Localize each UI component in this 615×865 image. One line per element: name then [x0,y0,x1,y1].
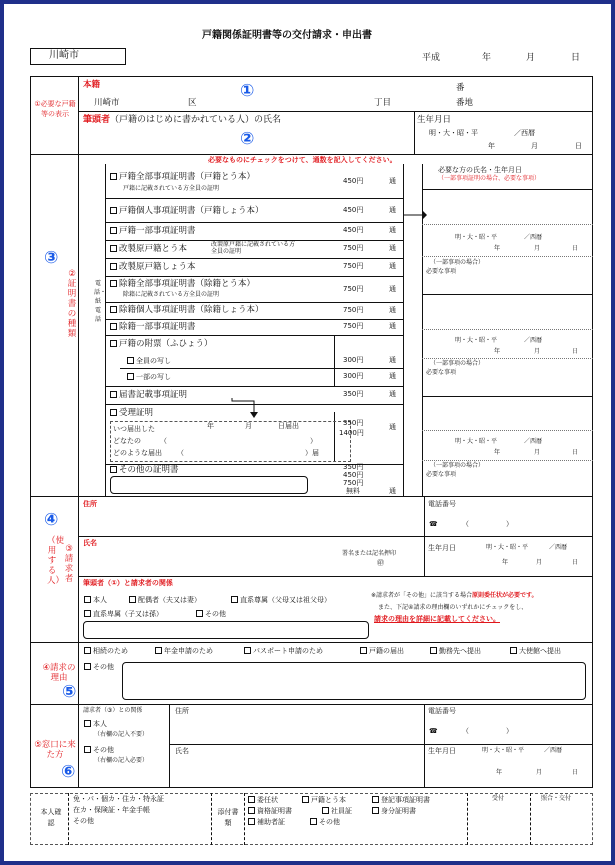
checkbox-icon[interactable] [231,596,238,603]
req-birth-eras: 明・大・昭・平 [486,544,529,551]
attach-label: 補助者証 [257,818,285,826]
checkbox-icon[interactable] [360,647,367,654]
req-divider-relation [78,576,593,577]
win-col-divider [169,704,170,788]
reason-item[interactable] [244,647,323,655]
footer-uketsuke: 受付 [492,795,505,802]
date-day: 日 [571,53,581,63]
juri-donoyou: どのような届出 [113,449,162,457]
checkbox-icon[interactable] [110,227,117,234]
honseki-ku: 区 [188,98,197,108]
honseki-label: 本籍 [83,80,101,90]
todoke-price: 350円 [343,390,364,398]
attach-item[interactable] [302,796,346,804]
person-line [422,396,593,397]
cert-tsu: 通 [389,226,396,234]
checkbox-icon[interactable] [510,647,517,654]
hittousha-seireki: ／西暦 [514,129,535,137]
checkbox-icon[interactable] [84,610,91,617]
attach-label: 委任状 [257,796,278,804]
win-name-label: 氏名 [175,747,189,755]
todoke-label: 届書記載事項証明 [119,390,188,400]
checkbox-icon[interactable] [310,818,317,825]
rel-spouse-label: 配偶者（夫又は妻） [138,596,201,604]
cert-price: 750円 [343,244,364,252]
footer-id-line3: その他 [73,817,94,825]
section4-sub-vertical: （使用する人） [47,536,65,586]
req-paren-open: （ [462,520,469,528]
cert-row[interactable] [105,302,403,320]
rel-self-label: 本人 [93,596,107,604]
section6-circle-number: ⑥ [61,762,76,782]
reason-other-option[interactable] [84,663,114,671]
win-nen: 年 [496,769,503,776]
win-phone-label: 電話番号 [428,707,456,715]
fuhyo-all [127,357,171,365]
person-tsuki: 月 [534,449,541,456]
win-other-label: その他 [93,746,114,754]
section2-vertical-label: ②証明書の種類 [67,269,77,339]
attach-item[interactable] [322,807,352,815]
reason-item[interactable] [155,647,213,655]
req-phone-label: 電話番号 [428,500,456,508]
rel-desc-option[interactable] [84,610,163,618]
cert-item-2 [110,207,264,216]
person-needed: 必要な事項 [426,369,457,376]
section4-circle-number: ④ [44,510,59,530]
right-head: 必要な方の氏名・生年月日 [438,166,522,174]
reason-item[interactable] [84,647,128,655]
win-birth-divider [424,744,425,788]
checkbox-icon[interactable] [248,796,255,803]
fuhyo-all-label: 全員の写し [136,357,171,365]
req-relation-label: 筆頭者（①）と請求者の関係 [83,579,173,587]
reason-other-input[interactable] [122,662,586,700]
checkbox-icon[interactable] [129,596,136,603]
req-phone-divider [424,496,425,536]
juri-todoke-end: ）届 [305,449,319,457]
cert-tsu: 通 [389,206,396,214]
req-seal-label: 署名または記名押印 [342,550,397,557]
person-birth-eras: 明・大・昭・平 [455,337,498,344]
cert-tsu: 通 [389,322,396,330]
rel-asc-option[interactable] [231,596,331,604]
right-head-sub: （一部事項証明の場合、必要な事項） [438,175,541,182]
divider-s1 [30,154,593,155]
juri-price-2: 1400円 [339,429,364,437]
req-name-label: 氏名 [83,539,97,547]
checkbox-icon[interactable] [110,173,117,180]
person-part-case: （一部事項の場合） [430,462,485,469]
person-nen: 年 [494,245,501,252]
other-cert-input[interactable] [110,476,308,494]
checkbox-icon[interactable] [110,263,117,270]
date-era: 平成 [422,53,441,63]
win-divider-name [169,744,593,745]
person-birth-eras: 明・大・昭・平 [455,438,498,445]
hittousha-label: 筆頭者 [83,115,111,125]
cert-price: 750円 [343,262,364,270]
cert-sub: 改製原戸籍に記載されている方全員の証明 [211,241,296,255]
fuhyo-divider [120,368,403,369]
cert-item-3 [110,227,196,236]
cert-label: 戸籍個人事項証明書（戸籍しょう本） [119,206,264,216]
fuhyo-part-label: 一部の写し [136,373,171,381]
checkbox-icon[interactable] [110,409,117,416]
req-birth-divider [424,536,425,576]
section6-label: ⑤窓口に来た方 [34,740,76,760]
attach-label: 資格証明書 [257,807,292,815]
attach-label: その他 [319,818,340,826]
attach-item[interactable] [248,818,285,826]
person-tsuki: 月 [534,348,541,355]
cert-price: 450円 [343,226,364,234]
rel-asc-label: 直系尊属（父母又は祖父母） [240,596,331,604]
cert-price: 450円 [343,177,364,185]
cert-item-1 [110,173,255,182]
checkbox-icon[interactable] [110,280,117,287]
req-seireki: ／西暦 [549,544,568,551]
cert-row[interactable] [105,222,403,241]
win-other-sub: （右欄の記入必要） [94,757,149,764]
cert-tsu: 通 [389,262,396,270]
attach-item[interactable] [248,807,292,815]
cert-item-5 [110,263,196,272]
cert-label: 戸籍全部事項証明書（戸籍とう本） [119,172,256,182]
left-column-divider [78,76,79,788]
section4-req-vertical: ③請求者 [64,544,74,584]
attach-label: 社員証 [331,807,352,815]
cert-row[interactable] [105,319,403,336]
checkbox-icon[interactable] [84,720,91,727]
juri-label: 受理証明 [119,408,154,418]
divider-s4 [30,704,593,705]
checkbox-icon[interactable] [127,373,134,380]
honseki-circle-number: ① [240,81,255,101]
req-note1-red: 原則委任状が必要です。 [472,592,538,599]
checkbox-icon[interactable] [110,340,117,347]
rel-desc-label: 直系卑属（子又は孫） [93,610,163,618]
person-nichi: 日 [572,348,579,355]
person-seireki: ／西暦 [524,234,543,241]
req-divider-name [78,536,593,537]
checkbox-icon[interactable] [84,746,91,753]
cert-row[interactable] [105,240,403,259]
side-note-vertical: 電話・紙電話 [94,280,107,323]
checkbox-icon[interactable] [244,647,251,654]
req-seal-icon: ㊞ [377,559,384,567]
cert-price: 750円 [343,306,364,314]
cert-price: 750円 [343,322,364,330]
footer-identity: 本人確認 [40,808,62,827]
reason-label: 勤務先へ提出 [439,647,481,655]
reason-item[interactable] [430,647,481,655]
req-note-line1 [371,593,538,599]
win-self-sub: （右欄の記入不要） [94,731,149,738]
req-note1: ※請求者が「その他」に該当する場合 [371,592,473,599]
fuhyo-item [110,340,213,349]
cert-tsu: 通 [389,177,396,185]
person-line [422,294,593,295]
checkbox-icon[interactable] [372,796,379,803]
person-line [422,430,593,431]
cert-item-8 [110,323,196,332]
person-seireki: ／西暦 [524,438,543,445]
cert-tsu: 通 [389,487,396,495]
checkbox-icon[interactable] [302,796,309,803]
other-cert-row[interactable] [105,464,403,496]
other-price-4: 無料 [346,487,360,495]
req-note2: また、下記④請求の理由欄のいずれかにチェックをし、 [378,604,528,611]
attach-label: 身分証明書 [381,807,416,815]
cert-row[interactable] [105,164,403,199]
cert-sub: 除籍に記載されている方全員の証明 [123,291,220,298]
reason-other-label: その他 [93,663,114,671]
person-line [422,189,593,190]
todoke-item [110,391,187,400]
person-line [422,224,593,225]
attach-label: 登記事項証明書 [381,796,430,804]
fuhyo-part [127,373,171,381]
checkbox-icon[interactable] [430,647,437,654]
juri-tsuki: 月 [245,422,252,430]
attach-item[interactable] [248,796,278,804]
rel-other-option[interactable] [196,610,226,618]
person-nichi: 日 [572,245,579,252]
reason-label: パスポート申請のため [253,647,323,655]
section3-circle-number: ③ [44,248,59,268]
cert-label: 除籍全部事項証明書（除籍とう本） [119,279,256,289]
win-paren-close: ） [506,727,513,735]
person-line [422,460,593,461]
rel-other-label: その他 [205,610,226,618]
juri-nen: 年 [207,422,214,430]
person-part-case: （一部事項の場合） [430,360,485,367]
juri-paren-open2: （ [177,449,184,457]
checkbox-icon[interactable] [372,807,379,814]
other-price-1: 350円 [343,463,364,471]
req-tsuki: 月 [536,559,543,566]
person-tsuki: 月 [534,245,541,252]
hittousha-desc: （戸籍のはじめに書かれている人）の氏名 [110,115,282,125]
other-cert-item [110,466,179,475]
req-nen: 年 [502,559,509,566]
other-price-2: 450円 [343,471,364,479]
req-address-label: 住所 [83,500,97,508]
cert-label: 改製原戸籍しょう本 [119,262,196,272]
footer-attach: 添付書類 [217,808,239,827]
win-phone-divider [424,704,425,744]
fuhyo-label: 戸籍の附票（ふひょう） [119,339,213,349]
juri-donata: どなたの [113,437,141,445]
person-line [422,329,593,330]
checkbox-icon[interactable] [84,663,91,670]
divider-s2 [30,496,593,497]
attach-item[interactable] [372,796,430,804]
rel-other-input[interactable] [83,621,369,639]
cert-item-7 [110,306,264,315]
checkbox-icon[interactable] [322,807,329,814]
cert-tsu: 通 [389,244,396,252]
cert-label: 戸籍一部事項証明書 [119,226,196,236]
cert-price: 750円 [343,285,364,293]
cert-tsu: 通 [389,306,396,314]
other-price-3: 750円 [343,479,364,487]
divider-birth [414,111,415,154]
hittousha-day: 日 [575,142,582,150]
cert-row[interactable] [105,258,403,277]
cert-sub: 戸籍に記載されている方全員の証明 [123,185,220,192]
cert-tsu: 通 [389,356,396,364]
win-birth-eras: 明・大・昭・平 [482,747,525,754]
win-nichi: 日 [572,769,579,776]
footer-id-line1: 免・パ・個カ・住カ・特永証 [73,795,164,803]
reason-item[interactable] [510,647,561,655]
attach-label: 戸籍とう本 [311,796,346,804]
juri-item [110,409,153,418]
cert-label: 除籍個人事項証明書（除籍しょう本） [119,305,264,315]
cert-instruction: 必要なものにチェックをつけて、通数を記入してください。 [208,156,397,164]
checkbox-icon[interactable] [110,245,117,252]
win-birth-label: 生年月日 [428,747,456,755]
juri-itsu: いつ届出した [113,425,155,433]
checkbox-icon[interactable] [110,323,117,330]
hittousha-month: 月 [531,142,538,150]
checkbox-icon[interactable] [110,391,117,398]
reason-label: 年金申請のため [164,647,213,655]
checkbox-icon[interactable] [84,647,91,654]
arrow-down-icon [230,398,260,420]
honseki-ban: 番 [456,83,465,93]
win-self-label: 本人 [93,720,107,728]
req-paren-close: ） [506,520,513,528]
cert-tsu: 通 [389,390,396,398]
honseki-city: 川崎市 [94,98,120,108]
cert-label: 改製原戸籍とう本 [119,244,188,254]
cert-tsu: 通 [389,423,396,431]
attach-item[interactable] [372,807,416,815]
win-other-option[interactable] [84,746,114,754]
reason-label: 相続のため [93,647,128,655]
section5-label: ④請求の理由 [42,663,76,683]
reason-label: 戸籍の届出 [369,647,404,655]
hittousha-birth-label: 生年月日 [417,115,452,125]
section5-circle-number: ⑤ [62,682,77,702]
req-phone-icon: ☎ [429,520,438,528]
juri-nichi: 日届出 [278,422,299,430]
win-tsuki: 月 [536,769,543,776]
rel-spouse-option[interactable] [129,596,201,604]
win-self-option[interactable] [84,720,107,728]
checkbox-icon[interactable] [127,357,134,364]
reason-label: 大使館へ提出 [519,647,561,655]
person-nen: 年 [494,449,501,456]
city-name: 川崎市 [49,50,79,61]
win-address-label: 住所 [175,707,189,715]
cert-price: 450円 [343,206,364,214]
hittousha-year: 年 [488,142,495,150]
rel-self-option[interactable] [84,596,107,604]
cert-item-6 [110,280,255,289]
checkbox-icon[interactable] [110,306,117,313]
hittousha-circle-number: ② [240,129,255,149]
office-divider [211,793,212,845]
fuhyo-all-price: 300円 [343,356,364,364]
section1-label: ①必要な戸籍等の表示 [34,100,76,118]
cert-row[interactable] [105,276,403,303]
checkbox-icon[interactable] [248,818,255,825]
req-birth-label: 生年月日 [428,544,456,552]
win-phone-icon: ☎ [429,727,438,735]
footer-shoumei: 照合・交付 [541,795,572,802]
person-needed: 必要な事項 [426,471,457,478]
attach-item[interactable] [310,818,340,826]
office-divider [244,793,245,845]
divider-s3 [30,642,593,643]
juri-paren-close: ） [310,437,317,445]
date-year: 年 [482,53,492,63]
honseki-banchi: 番地 [456,98,474,108]
office-divider [68,793,69,845]
date-month: 月 [526,53,536,63]
checkbox-icon[interactable] [155,647,162,654]
req-nichi: 日 [572,559,579,566]
divider-honseki [78,111,593,112]
win-relation-label: 請求者（③）との関係 [83,707,143,714]
cert-tsu: 通 [389,285,396,293]
checkbox-icon[interactable] [110,207,117,214]
person-line [422,256,593,257]
fuhyo-row[interactable] [105,335,403,387]
person-seireki: ／西暦 [524,337,543,344]
other-cert-label: その他の証明書 [119,465,179,475]
footer-id-line2: 在カ・保険証・年金手帳 [73,806,150,814]
hittousha-birth-eras: 明・大・昭・平 [429,129,478,137]
win-paren-open: （ [462,727,469,735]
fuhyo-part-price: 300円 [343,372,364,380]
reason-item[interactable] [360,647,404,655]
person-nen: 年 [494,348,501,355]
checkbox-icon[interactable] [110,466,117,473]
hittousha-line [83,116,281,125]
person-column [422,164,593,496]
office-divider [467,793,468,845]
juri-paren-open: （ [160,437,167,445]
person-line [422,358,593,359]
req-note3: 請求の理由を詳細に記載してください。 [374,615,500,623]
person-needed: 必要な事項 [426,268,457,275]
person-part-case: （一部事項の場合） [430,259,485,266]
juri-price-1: 350円 [343,419,364,427]
cert-row[interactable] [105,198,403,223]
win-seireki: ／西暦 [544,747,563,754]
checkbox-icon[interactable] [248,807,255,814]
cert-tsu: 通 [389,372,396,380]
cert-item-4 [110,245,187,254]
form-title: 戸籍関係証明書等の交付請求・申出書 [202,30,372,41]
checkbox-icon[interactable] [196,610,203,617]
honseki-chome: 丁目 [374,98,392,108]
person-birth-eras: 明・大・昭・平 [455,234,498,241]
cert-label: 除籍一部事項証明書 [119,322,196,332]
office-divider [530,793,531,845]
checkbox-icon[interactable] [84,596,91,603]
person-nichi: 日 [572,449,579,456]
